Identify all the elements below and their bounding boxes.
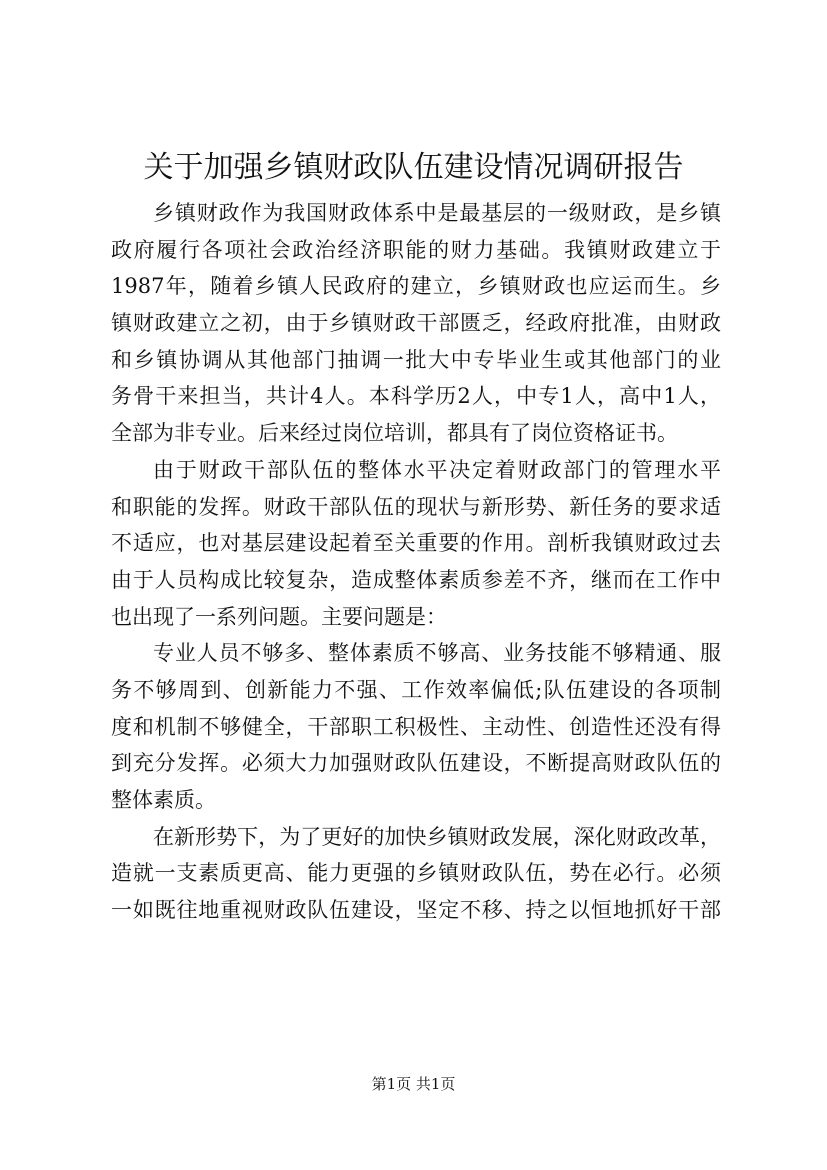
paragraph-line: 整体素质。 [111,788,216,812]
paragraph-line: 全部为非专业。后来经过岗位培训，都具有了岗位资格证书。 [111,421,678,446]
paragraph-line: 和职能的发挥。财政干部队伍的现状与新形势、新任务的要求适 [111,494,721,519]
paragraph-line: 一如既往地重视财政队伍建设，坚定不移、持之以恒地抓好干部 [111,898,721,923]
paragraph-line: 由于人员构成比较复杂，造成整体素质参差不齐，继而在工作中 [111,567,721,592]
paragraph-4 [111,819,721,929]
page-footer: 第1页 共1页 [371,1075,456,1093]
paragraph-line: 造就一支素质更高、能力更强的乡镇财政队伍，势在必行。必须 [111,861,721,886]
document-body [111,195,721,929]
paragraph-line: 1987年，随着乡镇人民政府的建立，乡镇财政也应运而生。乡 [111,274,721,299]
paragraph-3 [111,635,721,818]
paragraph-line: 度和机制不够健全，干部职工积极性、主动性、创造性还没有得 [111,714,721,739]
paragraph-line: 到充分发挥。必须大力加强财政队伍建设，不断提高财政队伍的 [111,751,721,776]
paragraph-line: 务不够周到、创新能力不强、工作效率偏低;队伍建设的各项制 [111,677,721,702]
paragraph-line: 由于财政干部队伍的整体水平决定着财政部门的管理水平 [153,457,721,482]
paragraph-line: 和乡镇协调从其他部门抽调一批大中专毕业生或其他部门的业 [111,347,721,372]
paragraph-line: 在新形势下，为了更好的加快乡镇财政发展，深化财政改革， [153,824,721,849]
document-title: 关于加强乡镇财政队伍建设情况调研报告 [143,150,684,185]
paragraph-2 [111,452,721,635]
paragraph-line: 乡镇财政作为我国财政体系中是最基层的一级财政，是乡镇 [153,201,721,225]
paragraph-line: 专业人员不够多、整体素质不够高、业务技能不够精通、服 [153,641,721,666]
paragraph-1 [111,195,721,452]
paragraph-line: 镇财政建立之初，由于乡镇财政干部匮乏，经政府批准，由财政 [111,311,721,336]
paragraph-line: 不适应，也对基层建设起着至关重要的作用。剖析我镇财政过去 [111,531,721,556]
paragraph-line: 务骨干来担当，共计4人。本科学历2人，中专1人，高中1人， [111,384,721,409]
paragraph-line: 政府履行各项社会政治经济职能的财力基础。我镇财政建立于 [111,237,721,262]
paragraph-line: 也出现了一系列问题。主要问题是： [111,604,447,629]
